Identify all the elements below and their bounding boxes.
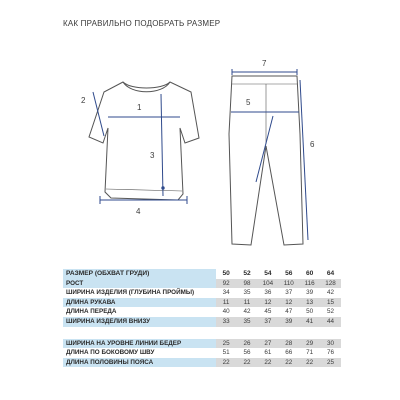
tshirt-collar: [123, 82, 170, 92]
value-cell: 44: [320, 317, 341, 327]
row-label: ШИРИНА ИЗДЕЛИЯ ВНИЗУ: [63, 317, 216, 327]
table-row: [63, 317, 341, 327]
value-cell: 33: [216, 317, 237, 327]
value-cell: 37: [285, 289, 293, 297]
value-cell: 12: [278, 298, 299, 308]
dim-label-2: 2: [81, 96, 86, 105]
value-cell: 56: [243, 349, 251, 357]
size-cell: 64: [326, 270, 335, 277]
value-cell: 34: [222, 289, 230, 297]
size-cell: 52: [243, 270, 251, 277]
value-cell: 15: [320, 298, 341, 308]
value-cell: 128: [320, 279, 341, 289]
garment-sketch: [0, 34, 400, 262]
front-length-line: [161, 94, 163, 196]
value-cell: 66: [285, 349, 293, 357]
value-cell: 47: [285, 308, 293, 316]
size-cell: 60: [305, 270, 314, 277]
value-cell: 30: [320, 339, 341, 349]
dim-label-7: 7: [262, 59, 267, 68]
row-label: ШИРИНА ИЗДЕЛИЯ (ГЛУБИНА ПРОЙМЫ): [63, 288, 216, 298]
table-row: [63, 279, 341, 289]
front-length-dot: [162, 187, 164, 189]
value-cell: 45: [264, 308, 272, 316]
dim-label-6: 6: [310, 140, 315, 149]
value-cell: 41: [299, 317, 320, 327]
value-cell: 22: [257, 358, 278, 368]
row-label: РОСТ: [63, 279, 216, 289]
dim-label-5: 5: [246, 98, 251, 107]
size-table: [63, 269, 341, 367]
value-cell: 22: [237, 358, 258, 368]
value-cell: 11: [237, 298, 258, 308]
value-cell: 25: [216, 339, 237, 349]
table-row: [63, 358, 341, 368]
value-cell: 116: [299, 279, 320, 289]
value-cell: 26: [237, 339, 258, 349]
value-cell: 12: [257, 298, 278, 308]
value-cell: 39: [278, 317, 299, 327]
pants-sketch: [229, 76, 303, 245]
table-row: [63, 348, 341, 358]
table-row: [63, 288, 341, 298]
value-cell: 35: [237, 317, 258, 327]
value-cell: 42: [243, 308, 251, 316]
header-label: РАЗМЕР (ОБХВАТ ГРУДИ): [63, 269, 216, 279]
value-cell: 76: [327, 349, 335, 357]
value-cell: 28: [278, 339, 299, 349]
page-title: КАК ПРАВИЛЬНО ПОДОБРАТЬ РАЗМЕР: [63, 19, 221, 28]
value-cell: 35: [243, 289, 251, 297]
value-cell: 22: [278, 358, 299, 368]
size-cell: 50: [222, 270, 230, 277]
value-cell: 39: [306, 289, 314, 297]
value-cell: 52: [327, 308, 335, 316]
value-cell: 11: [216, 298, 237, 308]
row-label: ДЛИНА ПЕРЕДА: [63, 307, 216, 317]
value-cell: 42: [327, 289, 335, 297]
value-cell: 36: [264, 289, 272, 297]
pants-dimensions: [231, 69, 308, 240]
value-cell: 13: [299, 298, 320, 308]
value-cell: 71: [306, 349, 314, 357]
size-cell: 54: [264, 270, 272, 277]
table-row: [63, 339, 341, 349]
value-cell: 51: [222, 349, 230, 357]
value-cell: 22: [216, 358, 237, 368]
value-cell: 27: [257, 339, 278, 349]
sleeve-length-line: [93, 92, 104, 136]
value-cell: 50: [306, 308, 314, 316]
dim-label-1: 1: [137, 103, 142, 112]
value-cell: 37: [257, 317, 278, 327]
value-cell: 40: [222, 308, 230, 316]
value-cell: 22: [299, 358, 320, 368]
row-label: ДЛИНА ПОЛОВИНЫ ПОЯСА: [63, 358, 216, 368]
value-cell: 61: [264, 349, 272, 357]
dim-label-3: 3: [150, 151, 155, 160]
tshirt-sketch: [89, 82, 199, 200]
value-cell: 29: [299, 339, 320, 349]
row-label: ШИРИНА НА УРОВНЕ ЛИНИИ БЕДЕР: [63, 339, 216, 349]
table-spacer-cell: [63, 327, 341, 339]
row-label: ДЛИНА ПО БОКОВОМУ ШВУ: [63, 348, 216, 358]
garment-diagram: [0, 34, 400, 262]
value-cell: 25: [320, 358, 341, 368]
tshirt-hem-stitch: [106, 189, 182, 191]
value-cell: 104: [257, 279, 278, 289]
table-row: [63, 307, 341, 317]
table-spacer: [63, 327, 341, 339]
tshirt-outline: [89, 82, 199, 200]
size-cell: 56: [285, 270, 293, 277]
size-table-body: [63, 269, 341, 367]
table-row: [63, 298, 341, 308]
value-cell: 98: [237, 279, 258, 289]
value-cell: 110: [278, 279, 299, 289]
value-cell: 92: [216, 279, 237, 289]
row-label: ДЛИНА РУКАВА: [63, 298, 216, 308]
dim-label-4: 4: [136, 207, 141, 216]
table-header-row: [63, 269, 341, 279]
